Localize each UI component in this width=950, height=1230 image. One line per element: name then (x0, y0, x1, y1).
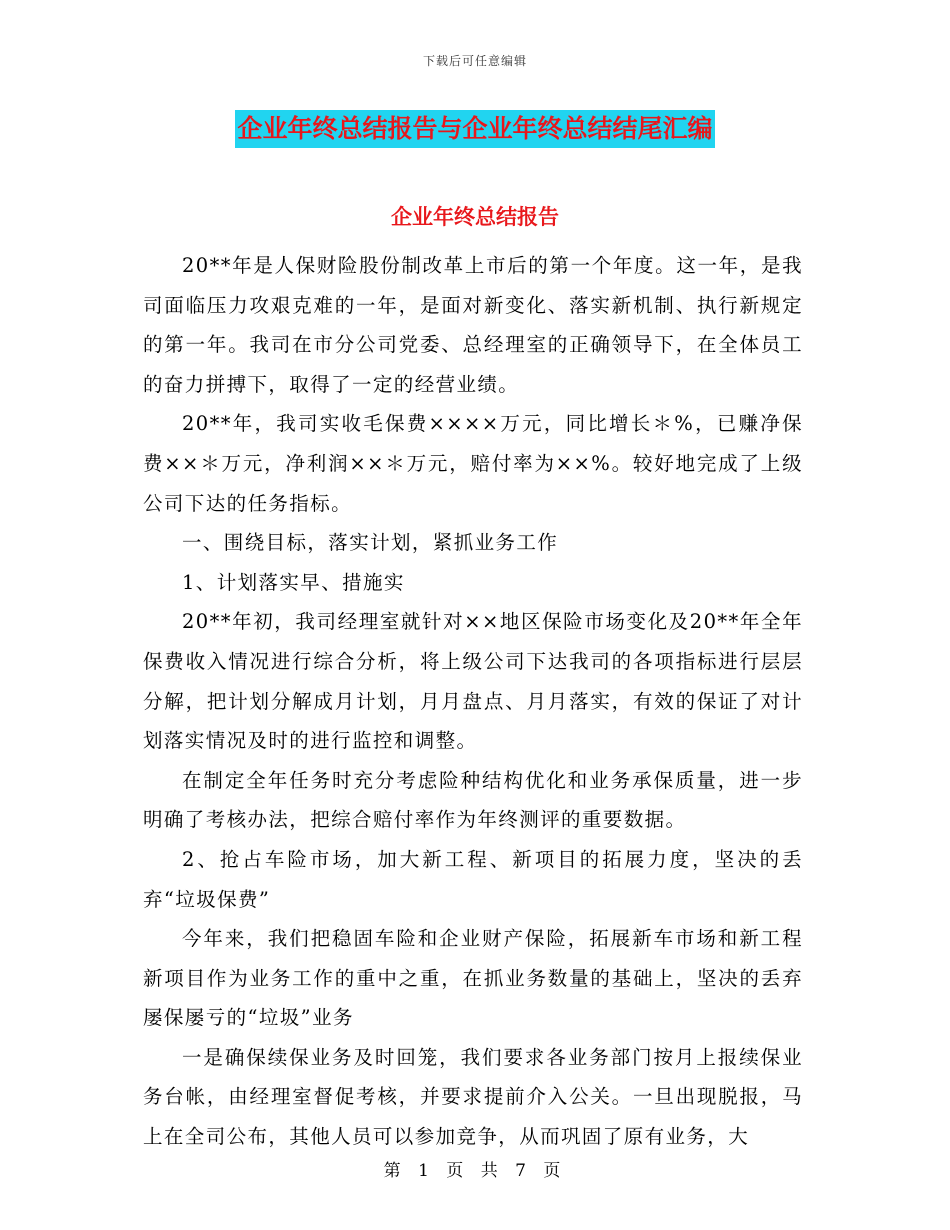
document-body (143, 246, 803, 1157)
subsection-heading: 2、抢占车险市场，加大新工程、新项目的拓展力度，坚决的丢弃“垃圾保费” (143, 847, 803, 911)
paragraph: 今年来，我们把稳固车险和企业财产保险，拓展新车市场和新工程新项目作为业务工作的重中之重，在抓业务数量的基础上，坚决的丢弃屡保屡亏的“垃圾”业务 (143, 927, 803, 1030)
subsection-heading: 1、计划落实早、措施实 (182, 570, 405, 594)
page-header-note: 下载后可任意编辑 (422, 54, 527, 68)
paragraph: 一是确保续保业务及时回笼，我们要求各业务部门按月上报续保业务台帐，由经理室督促考核，并要求提前介入公关。一旦出现脱报，马上在全司公布，其他人员可以参加竞争，从而巩固了原有业务，大 (143, 1045, 803, 1149)
section-title: 企业年终总结报告 (391, 205, 559, 229)
paragraph: 20**年是人保财险股份制改革上市后的第一个年度。这一年，是我司面临压力攻艰克难的一年，是面对新变化、落实新机制、执行新规定的第一年。我司在市分公司党委、总经理室的正确领导下，在全体员工的奋力拼搏下，取得了一定的经营业绩。 (143, 254, 803, 396)
document-title: 企业年终总结报告与企业年终总结结尾汇编 (235, 110, 714, 148)
paragraph: 在制定全年任务时充分考虑险种结构优化和业务承保质量，进一步明确了考核办法，把综合赔付率作为年终测评的重要数据。 (143, 768, 803, 832)
paragraph: 20**年，我司实收毛保费××××万元，同比增长＊%，已赚净保费××＊万元，净利润××＊万元，赔付率为××%。较好地完成了上级公司下达的任务指标。 (143, 412, 803, 515)
page-number-footer: 第 1 页 共 7 页 (383, 1161, 567, 1181)
paragraph: 20**年初，我司经理室就针对××地区保险市场变化及20**年全年保费收入情况进行综合分析，将上级公司下达我司的各项指标进行层层分解，把计划分解成月计划，月月盘点、月月落实，有效的保证了对计划落实情况及时的进行监控和调整。 (143, 610, 803, 753)
document-title-wrapper (0, 110, 950, 148)
section-heading: 一、围绕目标，落实计划，紧抓业务工作 (182, 531, 559, 555)
